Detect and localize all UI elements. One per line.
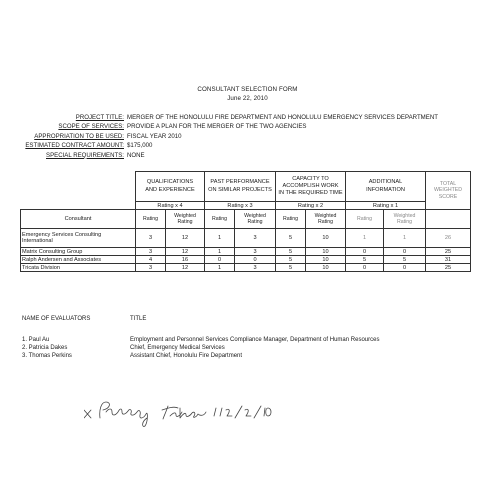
rating-cell: 12 bbox=[166, 264, 205, 272]
rating-cell: 0 bbox=[384, 264, 426, 272]
total-score-cell: 26 bbox=[426, 229, 471, 248]
rating-cell: 3 bbox=[235, 264, 276, 272]
multiplier-row bbox=[21, 202, 471, 210]
rating-cell: 3 bbox=[136, 248, 166, 256]
criteria-header: ADDITIONAL INFORMATION bbox=[346, 172, 426, 202]
consultant-name: Tricata Division bbox=[21, 264, 136, 272]
rating-cell: 5 bbox=[384, 256, 426, 264]
total-score-header: TOTAL WEIGHTED SCORE bbox=[426, 172, 471, 210]
form-date: June 22, 2010 bbox=[227, 95, 268, 102]
field-value: FISCAL YEAR 2010 bbox=[127, 132, 182, 140]
criteria-header: CAPACITY TO ACCOMPLISH WORK IN THE REQUIRED TIME bbox=[276, 172, 346, 202]
form-title: CONSULTANT SELECTION FORM bbox=[197, 86, 298, 93]
field-row bbox=[19, 113, 489, 122]
rating-cell: 1 bbox=[384, 229, 426, 248]
rating-header: Rating bbox=[205, 210, 235, 229]
rating-cell: 0 bbox=[384, 248, 426, 256]
rating-header: Rating bbox=[346, 210, 384, 229]
field-row bbox=[19, 132, 489, 141]
evaluator-title: Chief, Emergency Medical Services bbox=[130, 345, 225, 351]
rating-cell: 10 bbox=[306, 229, 346, 248]
rating-cell: 4 bbox=[136, 256, 166, 264]
rating-cell: 0 bbox=[205, 256, 235, 264]
evaluator-name: 2. Patricia Dakes bbox=[22, 345, 68, 351]
rating-cell: 12 bbox=[166, 248, 205, 256]
multiplier-label: Rating x 4 bbox=[136, 202, 205, 210]
field-row bbox=[19, 141, 489, 150]
rating-cell: 1 bbox=[205, 248, 235, 256]
field-label: SPECIAL REQUIREMENTS: bbox=[46, 151, 124, 159]
rating-header: Rating bbox=[136, 210, 166, 229]
rating-cell: 5 bbox=[276, 248, 306, 256]
rating-header: Rating bbox=[276, 210, 306, 229]
multiplier-label: Rating x 2 bbox=[276, 202, 346, 210]
field-value: PROVIDE A PLAN FOR THE MERGER OF THE TWO AGENCIES bbox=[127, 123, 307, 131]
evaluators-title-header: TITLE bbox=[130, 316, 147, 322]
criteria-header: PAST PERFORMANCE ON SIMILAR PROJECTS bbox=[205, 172, 276, 202]
field-row bbox=[19, 151, 489, 160]
rating-cell: 10 bbox=[306, 256, 346, 264]
field-value: NONE bbox=[127, 151, 145, 159]
weighted-rating-header: Weighted Rating bbox=[306, 210, 346, 229]
consultant-name: Matrix Consulting Group bbox=[21, 248, 136, 256]
column-header-row bbox=[21, 210, 471, 229]
field-row bbox=[19, 122, 489, 131]
field-label: ESTIMATED CONTRACT AMOUNT: bbox=[25, 142, 124, 150]
rating-cell: 10 bbox=[306, 264, 346, 272]
evaluator-name: 3. Thomas Perkins bbox=[22, 353, 72, 359]
rating-cell: 16 bbox=[166, 256, 205, 264]
evaluator-title: Employment and Personnel Services Compliance Manager, Department of Human Resources bbox=[130, 337, 380, 343]
field-label: PROJECT TITLE: bbox=[75, 114, 124, 121]
weighted-rating-header: Weighted Rating bbox=[384, 210, 426, 229]
weighted-rating-header: Weighted Rating bbox=[166, 210, 205, 229]
criteria-header: QUALIFICATIONS AND EXPERIENCE bbox=[136, 172, 205, 202]
handwritten-signature bbox=[84, 398, 284, 428]
rating-cell: 1 bbox=[205, 264, 235, 272]
rating-cell: 0 bbox=[346, 248, 384, 256]
rating-cell: 5 bbox=[276, 264, 306, 272]
rating-cell: 0 bbox=[346, 264, 384, 272]
rating-cell: 5 bbox=[276, 256, 306, 264]
evaluators-name-header: NAME OF EVALUATORS bbox=[22, 316, 91, 322]
rating-cell: 3 bbox=[235, 248, 276, 256]
rating-cell: 3 bbox=[136, 229, 166, 248]
multiplier-label: Rating x 1 bbox=[346, 202, 426, 210]
consultant-rating-table bbox=[20, 171, 471, 272]
rating-cell: 1 bbox=[346, 229, 384, 248]
field-value: $175,000 bbox=[127, 142, 153, 150]
rating-cell: 10 bbox=[306, 248, 346, 256]
rating-cell: 12 bbox=[166, 229, 205, 248]
field-label: SCOPE OF SERVICES: bbox=[58, 123, 124, 131]
rating-cell: 1 bbox=[205, 229, 235, 248]
table-row bbox=[21, 264, 471, 272]
table-row bbox=[21, 248, 471, 256]
rating-cell: 5 bbox=[276, 229, 306, 248]
consultant-name: Ralph Andersen and Associates bbox=[21, 256, 136, 264]
multiplier-label: Rating x 3 bbox=[205, 202, 276, 210]
rating-cell: 0 bbox=[235, 256, 276, 264]
project-fields bbox=[19, 113, 489, 160]
criteria-header-row bbox=[21, 172, 471, 202]
table-row bbox=[21, 229, 471, 248]
field-value: MERGER OF THE HONOLULU FIRE DEPARTMENT AND HONOLULU EMERGENCY SERVICES DEPARTMENT bbox=[127, 114, 438, 121]
rating-cell: 5 bbox=[346, 256, 384, 264]
weighted-rating-header: Weighted Rating bbox=[235, 210, 276, 229]
total-score-cell: 31 bbox=[426, 256, 471, 264]
consultant-name: Emergency Services Consulting International bbox=[21, 229, 136, 248]
total-score-cell: 25 bbox=[426, 248, 471, 256]
rating-cell: 3 bbox=[136, 264, 166, 272]
evaluator-title: Assistant Chief, Honolulu Fire Department bbox=[130, 353, 243, 359]
total-score-cell: 25 bbox=[426, 264, 471, 272]
rating-cell: 3 bbox=[235, 229, 276, 248]
evaluator-name: 1. Paul Au bbox=[22, 337, 50, 343]
consultant-header: Consultant bbox=[21, 210, 136, 229]
field-label: APPROPRIATION TO BE USED: bbox=[34, 132, 124, 140]
table-row bbox=[21, 256, 471, 264]
